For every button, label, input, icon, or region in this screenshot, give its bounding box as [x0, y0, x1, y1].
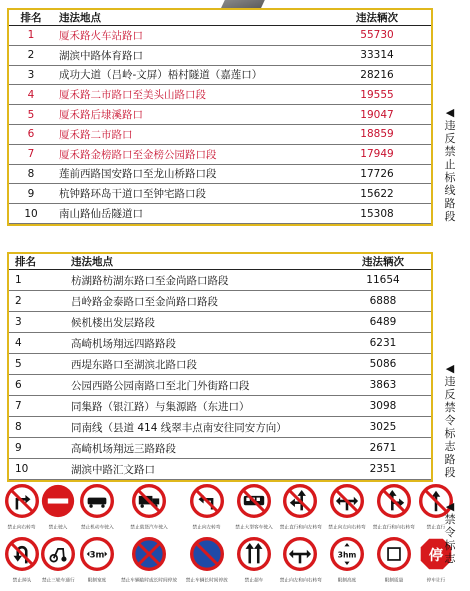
table-row [9, 459, 431, 480]
row-count: 55730 [360, 29, 394, 42]
table-row [9, 270, 431, 291]
no-right-turn-sign-icon [5, 481, 39, 522]
arrow-left-icon: ◀ [445, 500, 455, 513]
sign-caption: 禁止超车 [244, 578, 263, 584]
signs-side-label [441, 500, 459, 565]
row-count: 6231 [369, 337, 397, 349]
no-overtaking-sign-icon [237, 534, 271, 575]
traffic-sign [78, 534, 117, 587]
no-tractors-sign-icon [41, 534, 75, 575]
row-location: 杭钟路环岛干道口至钟宅路口段 [59, 188, 206, 201]
row-location: 厦禾路金榜路口至金榜公园路口段 [59, 148, 217, 161]
traffic-sign [182, 534, 232, 587]
table1-side-label-text: 违 反 禁 止 标 线 路 段 [444, 119, 456, 223]
row-rank: 3 [27, 68, 35, 81]
table-row [9, 144, 431, 164]
traffic-sign [78, 481, 117, 534]
row-rank: 2 [15, 295, 22, 307]
row-rank: 3 [15, 316, 22, 328]
table-row [9, 354, 431, 375]
sign-caption: 禁止向左转弯 [192, 525, 221, 531]
no-left-right-sign-icon [283, 534, 317, 575]
no-left-right-turn-sign-icon [330, 481, 364, 522]
no-entry-sign-icon [41, 481, 75, 522]
traffic-sign [116, 481, 182, 534]
row-count: 6888 [369, 295, 397, 307]
row-rank: 6 [27, 128, 35, 141]
table-row [9, 396, 431, 417]
row-count: 2671 [369, 442, 397, 454]
table-row [9, 417, 431, 438]
table-row [9, 375, 431, 396]
forbidden-marking-violations-table [7, 8, 433, 226]
location-header: 违法地点 [53, 10, 323, 26]
row-count: 19047 [360, 108, 394, 121]
row-count: 18859 [360, 128, 394, 141]
sign-caption: 禁止机动车驶入 [80, 525, 114, 531]
row-location: 湖滨中路体育路口 [59, 49, 143, 62]
arrow-left-icon: ◀ [445, 362, 455, 375]
table-row [9, 124, 431, 144]
svg-text:3hm: 3hm [337, 550, 357, 560]
table-row [9, 105, 431, 125]
count-header: 违法辆次 [323, 10, 431, 26]
traffic-sign [5, 481, 39, 534]
row-count: 3098 [369, 400, 397, 412]
prohibition-signs-grid [5, 481, 445, 587]
row-location: 枋湖路枋湖东路口至金尚路口路段 [71, 274, 229, 287]
row-rank: 9 [15, 442, 22, 454]
row-rank: 2 [27, 49, 35, 62]
sign-caption: 限制宽度 [87, 578, 107, 584]
row-rank: 10 [24, 207, 38, 220]
traffic-sign [325, 534, 369, 587]
row-rank: 10 [15, 463, 29, 475]
row-location: 厦禾路二市路口 [59, 128, 133, 141]
traffic-sign [276, 534, 326, 587]
table-row [9, 164, 431, 184]
traffic-sign [325, 481, 369, 534]
sign-caption: 禁止车辆临时或长时间停放 [120, 578, 178, 584]
table-row [9, 438, 431, 459]
sign-caption: 限制高度 [337, 578, 357, 584]
traffic-sign [39, 481, 78, 534]
traffic-sign [369, 534, 419, 587]
no-straight-right-sign-icon [377, 481, 411, 522]
row-rank: 8 [27, 167, 35, 180]
row-count: 3025 [369, 421, 397, 433]
traffic-sign [182, 481, 232, 534]
table2-side-label-text: 违 反 禁 令 标 志 路 段 [444, 375, 456, 479]
row-count: 3863 [369, 379, 397, 391]
row-rank: 6 [15, 379, 22, 391]
row-rank: 1 [15, 274, 22, 286]
traffic-sign [276, 481, 326, 534]
sign-caption: 限制质量 [384, 578, 404, 584]
table-row [9, 26, 431, 46]
sign-caption: 禁止直行和向左转弯 [279, 525, 322, 531]
row-count: 19555 [360, 88, 394, 101]
row-count: 11654 [366, 274, 400, 286]
weight-limit-sign-icon [377, 534, 411, 575]
row-rank: 4 [27, 88, 35, 101]
sign-caption: 禁止直行 [426, 525, 445, 531]
no-trucks-sign-icon [132, 481, 166, 522]
table-row [9, 85, 431, 105]
row-count: 28216 [360, 68, 394, 81]
prohibition-sign-violations-table [7, 252, 433, 482]
sign-caption: 停车让行 [426, 578, 445, 584]
row-count: 15308 [360, 207, 394, 220]
arrow-left-icon: ◀ [445, 106, 455, 119]
table-row [9, 291, 431, 312]
row-location: 高崎机场翔远四路路段 [71, 337, 176, 350]
row-rank: 4 [15, 337, 22, 349]
row-rank: 7 [15, 400, 22, 412]
no-buses-sign-icon [237, 481, 271, 522]
svg-text:停: 停 [428, 547, 443, 564]
row-rank: 5 [15, 358, 22, 370]
sign-caption: 禁止直行和向右转弯 [372, 525, 415, 531]
row-location: 厦禾路后埭溪路口 [59, 109, 143, 122]
row-count: 17949 [360, 148, 394, 161]
traffic-sign [232, 534, 276, 587]
row-rank: 5 [27, 108, 35, 121]
sign-caption: 禁止向左和向右转弯 [279, 578, 322, 584]
no-long-parking-sign-icon [190, 534, 224, 575]
sign-caption: 禁止三轮车通行 [41, 578, 75, 584]
rank-header: 排名 [9, 10, 53, 26]
sign-caption: 禁止驶入 [48, 525, 68, 531]
row-location: 候机楼出发层路段 [71, 316, 155, 329]
row-location: 南山路仙岳隧道口 [59, 208, 143, 221]
table-row [9, 184, 431, 204]
traffic-sign [369, 481, 419, 534]
signs-side-label-text: 禁 令 标 志 [444, 513, 456, 565]
row-count: 6489 [369, 316, 397, 328]
table-row [9, 45, 431, 65]
height-limit-sign-icon [330, 534, 364, 575]
count-header: 违法辆次 [335, 254, 431, 270]
table-row [9, 65, 431, 85]
row-location: 莲前西路国安路口至龙山桥路口段 [59, 168, 217, 181]
table1-side-label [441, 106, 459, 223]
row-location: 成功大道（吕岭-文屏）梧村隧道（嘉莲口） [59, 69, 263, 82]
sign-caption: 禁止掉头 [12, 578, 32, 584]
row-count: 2351 [369, 463, 397, 475]
table-row [9, 204, 431, 224]
row-location: 高崎机场翔远三路路段 [71, 442, 176, 455]
row-rank: 7 [27, 148, 35, 161]
no-motor-vehicles-sign-icon [80, 481, 114, 522]
traffic-sign [5, 534, 39, 587]
width-limit-sign-icon [80, 534, 114, 575]
table-row [9, 333, 431, 354]
sign-caption: 禁止车辆长时间停放 [185, 578, 228, 584]
sign-caption: 禁止大型客车驶入 [234, 525, 273, 531]
traffic-sign [232, 481, 276, 534]
row-location: 同集路（银江路）与集源路（东进口） [71, 400, 250, 413]
location-header: 违法地点 [65, 254, 335, 270]
row-location: 湖滨中路汇文路口 [71, 463, 155, 476]
svg-text:3m: 3m [89, 550, 105, 561]
row-count: 33314 [360, 49, 394, 62]
row-count: 5086 [369, 358, 397, 370]
row-rank: 8 [15, 421, 22, 433]
traffic-sign [39, 534, 78, 587]
table2-side-label [441, 362, 459, 479]
row-count: 17726 [360, 167, 394, 180]
row-location: 公园西路公园南路口至北门外街路口段 [71, 379, 250, 392]
no-straight-left-sign-icon [283, 481, 317, 522]
sign-caption: 禁止载货汽车驶入 [130, 525, 168, 531]
row-location: 厦禾路火车站路口 [59, 29, 143, 42]
sign-caption: 禁止向左向右转弯 [328, 525, 366, 531]
no-u-turn-sign-icon [5, 534, 39, 575]
row-count: 15622 [360, 187, 394, 200]
table-row [9, 312, 431, 333]
no-stopping-sign-icon [132, 534, 166, 575]
rank-header: 排名 [9, 254, 65, 270]
sign-caption: 禁止向右转弯 [7, 525, 37, 531]
no-left-turn-sign-icon [190, 481, 224, 522]
row-rank: 9 [27, 187, 35, 200]
row-rank: 1 [27, 29, 35, 42]
row-location: 吕岭路金泰路口至金尚路口路段 [71, 295, 218, 308]
row-location: 厦禾路二市路口至美头山路口段 [59, 89, 206, 102]
row-location: 西堤东路口至湖滨北路口段 [71, 358, 197, 371]
row-location: 同南线（县道 414 线翠丰点南安往同安方向） [71, 421, 287, 434]
traffic-sign [116, 534, 182, 587]
